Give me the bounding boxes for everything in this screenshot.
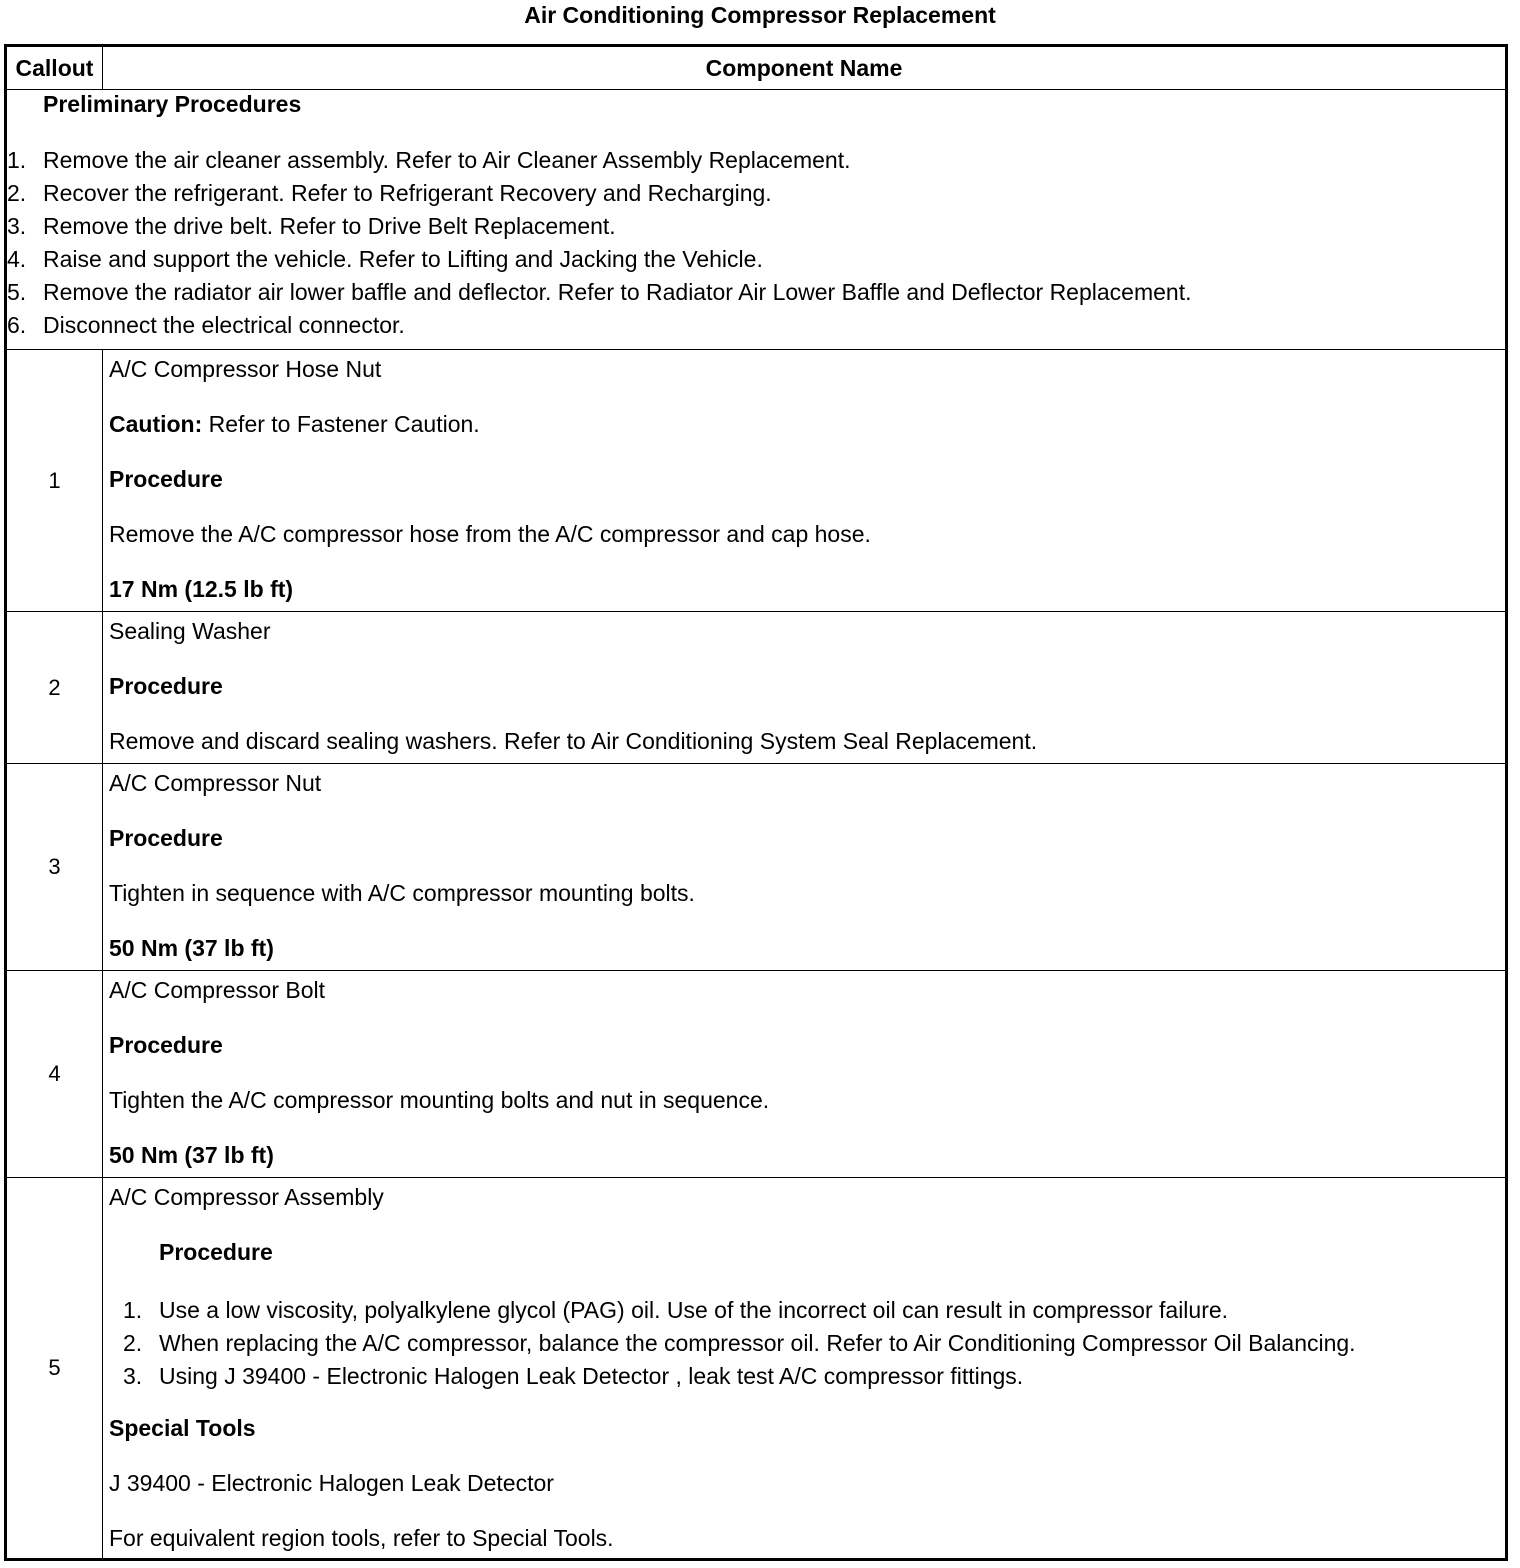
component-name: A/C Compressor Assembly: [109, 1184, 384, 1210]
list-item: [7, 309, 1505, 342]
callout-number: 5: [6, 1178, 103, 1560]
callout-header: Callout: [6, 46, 103, 90]
procedure-label: Procedure: [109, 1032, 223, 1058]
step-number: 2.: [7, 180, 27, 206]
caution-label: Caution:: [109, 411, 203, 437]
step-text: Using J 39400 - Electronic Halogen Leak Detector , leak test A/C compressor fittings.: [159, 1363, 1024, 1389]
component-cell: [103, 764, 1507, 971]
component-name: A/C Compressor Hose Nut: [109, 356, 382, 382]
table-row: [6, 764, 1507, 971]
step-number: 3.: [7, 213, 27, 239]
step-number: 6.: [7, 312, 27, 338]
callout-number: 3: [6, 764, 103, 971]
page-title: Air Conditioning Compressor Replacement: [524, 2, 996, 28]
table-header-row: [6, 46, 1507, 90]
special-tools-label: Special Tools: [109, 1415, 256, 1441]
preliminary-cell: [6, 90, 1507, 350]
callout-number: 1: [6, 350, 103, 612]
step-text: Remove the radiator air lower baffle and deflector. Refer to Radiator Air Lower Baffle and Deflector Replacement.: [43, 279, 1192, 305]
step-text: Use a low viscosity, polyalkylene glycol (PAG) oil. Use of the incorrect oil can result in compressor failure.: [159, 1297, 1229, 1323]
step-number: 2.: [123, 1330, 143, 1356]
step-text: When replacing the A/C compressor, balance the compressor oil. Refer to Air Conditioning Compressor Oil Balancing.: [159, 1330, 1356, 1356]
preliminary-row: [6, 90, 1507, 350]
procedure-label: Procedure: [109, 466, 223, 492]
step-number: 5.: [7, 279, 27, 305]
component-name-header: Component Name: [103, 46, 1507, 90]
special-tools-note: For equivalent region tools, refer to Special Tools.: [109, 1525, 614, 1551]
table-row: [6, 1178, 1507, 1560]
procedure-text: Tighten the A/C compressor mounting bolts and nut in sequence.: [109, 1087, 770, 1113]
special-tool: J 39400 - Electronic Halogen Leak Detector: [109, 1470, 554, 1496]
procedure-text: Remove and discard sealing washers. Refer to Air Conditioning System Seal Replacement.: [109, 728, 1038, 754]
step-number: 3.: [123, 1363, 143, 1389]
procedure-steps: [109, 1294, 1499, 1393]
torque-spec: 50 Nm (37 lb ft): [109, 935, 274, 961]
list-item: [123, 1294, 1499, 1327]
procedure-table: [4, 44, 1508, 1561]
step-text: Disconnect the electrical connector.: [43, 312, 405, 338]
step-text: Recover the refrigerant. Refer to Refrigerant Recovery and Recharging.: [43, 180, 772, 206]
component-name: A/C Compressor Bolt: [109, 977, 326, 1003]
procedure-text: Remove the A/C compressor hose from the A/C compressor and cap hose.: [109, 521, 871, 547]
component-cell: [103, 350, 1507, 612]
step-number: 1.: [123, 1297, 143, 1323]
list-item: [123, 1360, 1499, 1393]
list-item: [7, 144, 1505, 177]
table-row: [6, 612, 1507, 764]
procedure-label: Procedure: [109, 825, 223, 851]
torque-spec: 17 Nm (12.5 lb ft): [109, 576, 294, 602]
table-row: [6, 971, 1507, 1178]
procedure-label: Procedure: [159, 1239, 273, 1265]
step-text: Remove the drive belt. Refer to Drive Belt Replacement.: [43, 213, 616, 239]
component-name: A/C Compressor Nut: [109, 770, 322, 796]
component-cell: [103, 971, 1507, 1178]
list-item: [7, 210, 1505, 243]
list-item: [123, 1327, 1499, 1360]
preliminary-heading: Preliminary Procedures: [43, 91, 302, 117]
caution-text: Refer to Fastener Caution.: [202, 411, 480, 437]
preliminary-steps: [7, 144, 1505, 342]
list-item: [7, 177, 1505, 210]
component-cell: [103, 612, 1507, 764]
step-text: Remove the air cleaner assembly. Refer to Air Cleaner Assembly Replacement.: [43, 147, 851, 173]
procedure-label: Procedure: [109, 673, 223, 699]
list-item: [7, 276, 1505, 309]
table-row: [6, 350, 1507, 612]
callout-number: 4: [6, 971, 103, 1178]
torque-spec: 50 Nm (37 lb ft): [109, 1142, 274, 1168]
callout-number: 2: [6, 612, 103, 764]
caution-line: [109, 411, 1499, 438]
step-number: 4.: [7, 246, 27, 272]
component-name: Sealing Washer: [109, 618, 271, 644]
procedure-text: Tighten in sequence with A/C compressor mounting bolts.: [109, 880, 695, 906]
step-number: 1.: [7, 147, 27, 173]
list-item: [7, 243, 1505, 276]
component-cell: [103, 1178, 1507, 1560]
step-text: Raise and support the vehicle. Refer to Lifting and Jacking the Vehicle.: [43, 246, 763, 272]
